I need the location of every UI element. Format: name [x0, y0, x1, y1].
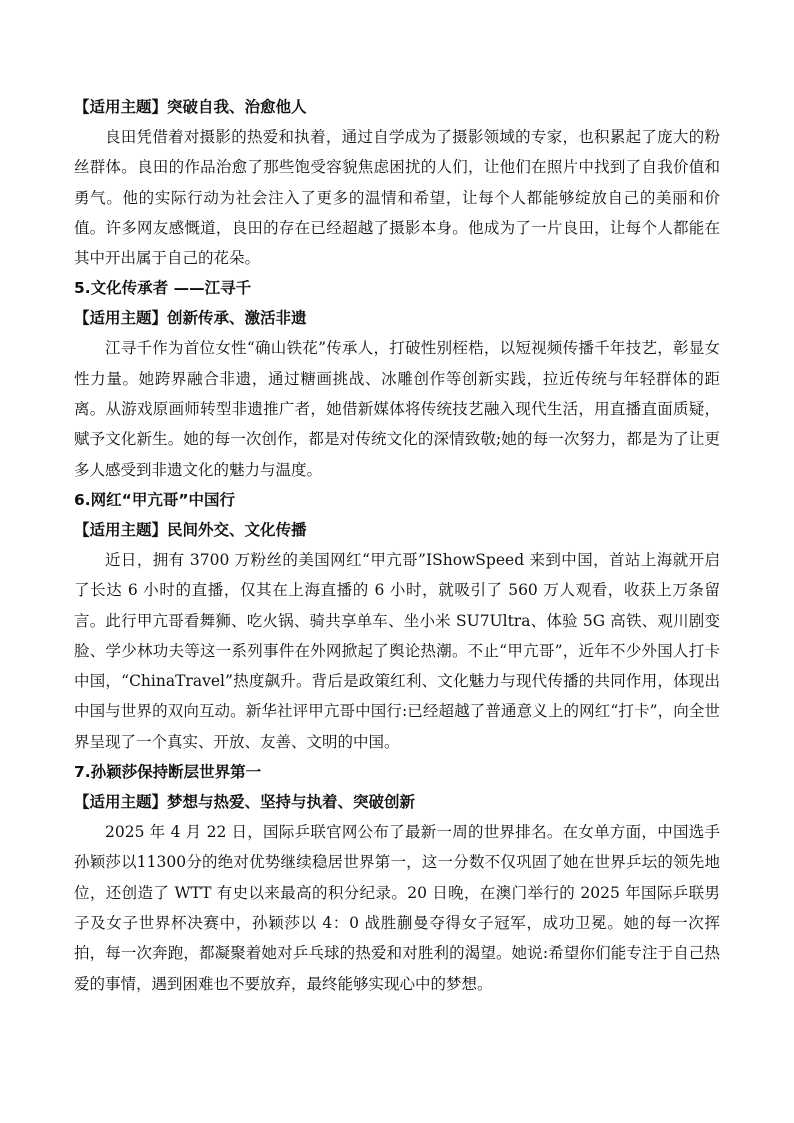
theme-line	[74, 92, 720, 122]
theme-label: 【适用主题】	[74, 97, 168, 116]
theme-text: 梦想与热爱、坚持与执着、突破创新	[167, 792, 416, 812]
section-heading: 6.网红“甲亢哥”中国行	[74, 490, 236, 509]
paragraph-text: 近日，拥有 3700 万粉丝的美国网红“甲亢哥”IShowSpeed 来到中国，首站上海就开启了长达 6 小时的直播，仅其在上海直播的 6 小时，就吸引了 560 万人观看，收获上万条留言。此行甲亢哥看舞狮、吃火锅、骑共享单车、坐小米 SU7Ultra、体验 5G 高铁、观川剧变脸、学少林功夫等这一系列事件在外网掀起了舆论热潮。不止“甲亢哥”，近年不少外国人打卡中国，“ChinaTravel”热度飙升。背后是政策红利、文化魅力与现代传播的共同作用，体现出中国与世界的双向互动。新华社评甲亢哥中国行:已经超越了普通意义上的网红“打卡”，向全世界呈现了一个真实、开放、友善、文明的中国。	[74, 550, 720, 751]
theme-line	[74, 787, 720, 817]
document-content	[74, 92, 720, 999]
theme-label: 【适用主题】	[74, 519, 168, 539]
paragraph	[74, 817, 720, 999]
paragraph-text: 2025 年 4 月 22 日，国际乒联官网公布了最新一周的世界排名。在女单方面，中国选手孙颖莎以11300分的绝对优势继续稳居世界第一，这一分数不仅巩固了她在世界乒坛的领先地位，还创造了 WTT 有史以来最高的积分纪录。20 日晚，在澳门举行的 2025 年国际乒联男子及女子世界杯决赛中，孙颖莎以 4：0 战胜蒯曼夺得女子冠军，成功卫冕。她的每一次挥拍，每一次奔跑，都凝聚着她对乒乓球的热爱和对胜利的渴望。她说:希望你们能专注于自己热爱的事情，遇到困难也不要放弃，最终能够实现心中的梦想。	[74, 823, 720, 993]
theme-text: 创新传承、激活非遗	[167, 308, 307, 328]
theme-text: 突破自我、治愈他人	[167, 97, 307, 116]
theme-label: 【适用主题】	[74, 792, 168, 812]
theme-label: 【适用主题】	[74, 308, 168, 328]
paragraph-text: 江寻千作为首位女性“确山铁花”传承人，打破性别桎梏，以短视频传播千年技艺，彰显女性力量。她跨界融合非遗，通过糖画挑战、冰雕创作等创新实践，拉近传统与年轻群体的距离。从游戏原画师转型非遗推广者，她借新媒体将传统技艺融入现代生活，用直播直面质疑，赋予文化新生。她的每一次创作，都是对传统文化的深情致敬;她的每一次努力，都是为了让更多人感受到非遗文化的魅力与温度。	[74, 339, 720, 479]
theme-text: 民间外交、文化传播	[167, 519, 307, 539]
paragraph	[74, 545, 720, 757]
theme-line	[74, 515, 720, 545]
section-heading: 7.孙颖莎保持断层世界第一	[74, 763, 262, 782]
paragraph-text: 良田凭借着对摄影的热爱和执着，通过自学成为了摄影领域的专家，也积累起了庞大的粉丝群体。良田的作品治愈了那些饱受容貌焦虑困扰的人们，让他们在照片中找到了自我价值和勇气。他的实际行动为社会注入了更多的温情和希望，让每个人都能够绽放自己的美丽和价值。许多网友感慨道，良田的存在已经超越了摄影本身。他成为了一片良田，让每个人都能在其中开出属于自己的花朵。	[74, 128, 720, 268]
theme-line	[74, 303, 720, 333]
paragraph	[74, 122, 720, 273]
paragraph	[74, 333, 720, 484]
section-heading: 5.文化传承者 ——江寻千	[74, 279, 252, 298]
